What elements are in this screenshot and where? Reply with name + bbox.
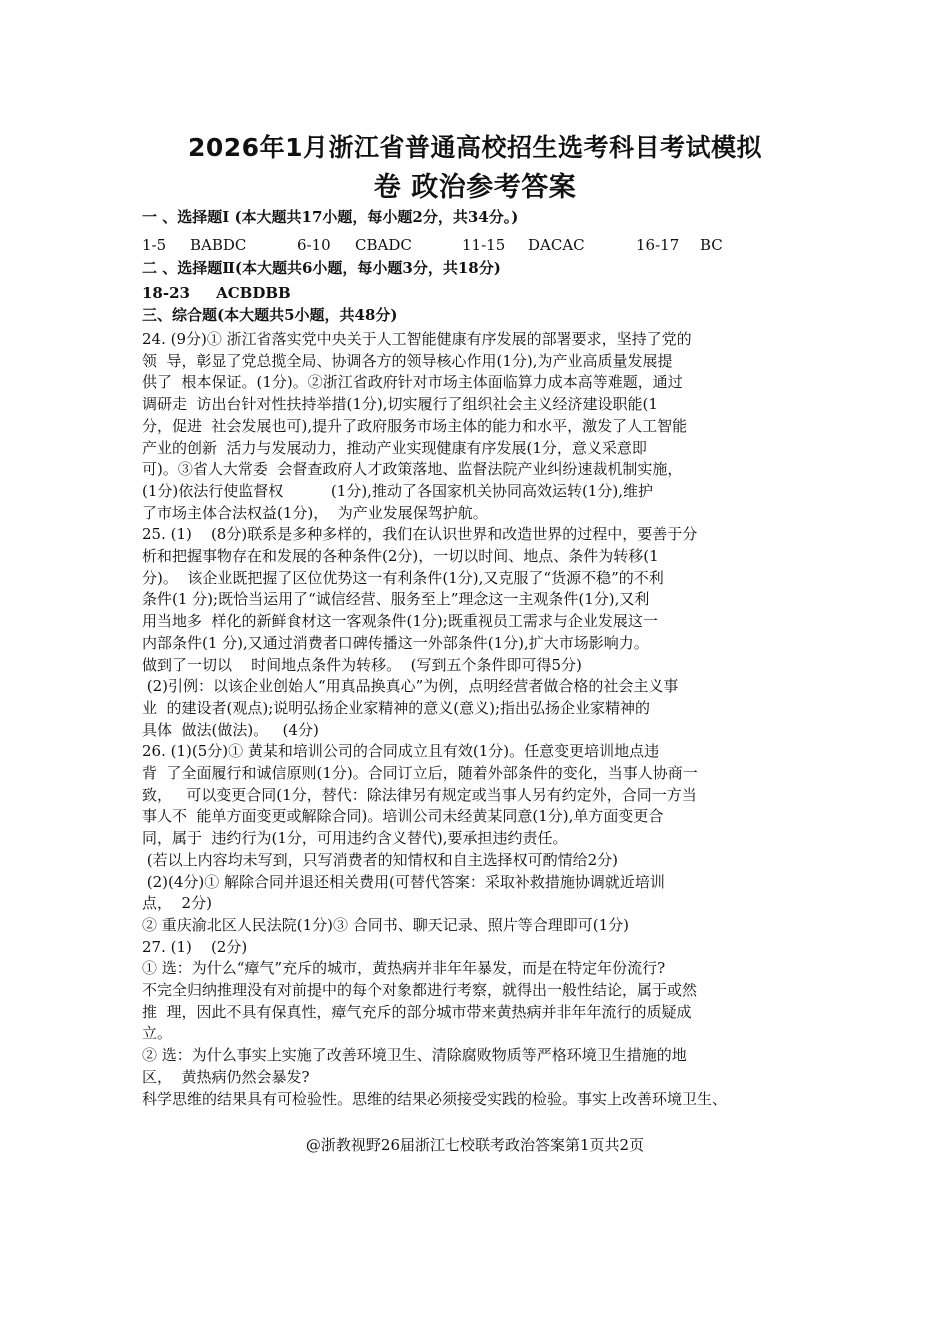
- answer-text-line: 了市场主体合法权益(1分)， 为产业发展保驾护航。: [142, 503, 488, 522]
- answer-text-line: (2)引例：以该企业创始人“用真品换真心”为例，点明经营者做合格的社会主义事: [142, 677, 679, 696]
- section2-answer: 18-23 ACBDBB: [142, 284, 291, 302]
- answer-text-line: 供了 根本保证。(1分)。②浙江省政府针对市场主体面临算力成本高等难题，通过: [142, 373, 683, 392]
- answer-text-line: 内部条件(1 分),又通过消费者口碑传播这一外部条件(1分),扩大市场影响力。: [142, 633, 649, 652]
- section1-heading: 一 、选择题Ⅰ (本大题共17小题，每小题2分，共34分。): [142, 208, 519, 226]
- section2-heading: 二 、选择题Ⅱ(本大题共6小题，每小题3分，共18分): [142, 259, 501, 277]
- answer-text-line: ② 重庆渝北区人民法院(1分)③ 合同书、聊天记录、照片等合理即可(1分): [142, 915, 630, 934]
- answer-text-line: 不完全归纳推理没有对前提中的每个对象都进行考察，就得出一般性结论，属于或然: [142, 981, 698, 999]
- answer-text-line: 事人不 能单方面变更或解除合同)。培训公司未经黄某同意(1分),单方面变更合: [142, 807, 664, 826]
- answer-letters: DACAC: [528, 236, 585, 254]
- document-title-line2: 卷 政治参考答案: [373, 172, 577, 203]
- answer-text-line: 背 了全面履行和诚信原则(1分)。合同订立后，随着外部条件的变化，当事人协商一: [142, 764, 698, 782]
- document-title-line1: 2026年1月浙江省普通高校招生选考科目考试模拟: [188, 133, 762, 162]
- answer-text-line: (2)(4分)① 解除合同并退还相关费用(可替代答案：采取补救措施协调就近培训: [142, 872, 665, 891]
- answer-text-line: 用当地多 样化的新鲜食材这一客观条件(1分);既重视员工需求与企业发展这一: [142, 612, 658, 631]
- answer-text-line: 26. (1)(5分)① 黄某和培训公司的合同成立且有效(1分)。任意变更培训地点违: [142, 742, 660, 761]
- page-footer: @浙教视野26届浙江七校联考政治答案第1页共2页: [305, 1136, 645, 1154]
- answer-text-line: (1分)依法行使监督权 (1分),推动了各国家机关协同高效运转(1分),维护: [142, 481, 653, 500]
- answer-letters: CBADC: [355, 236, 412, 254]
- answer-text-line: 27. (1) (2分): [142, 937, 248, 956]
- answer-text-line: 分，促进 社会发展也可),提升了政府服务市场主体的能力和水平，激发了人工智能: [142, 416, 688, 435]
- answer-text-line: 立。: [142, 1024, 173, 1043]
- answer-text-line: 析和把握事物存在和发展的各种条件(2分)，一切以时间、地点、条件为转移(1: [142, 547, 659, 565]
- answer-text-line: 同，属于 违约行为(1分，可用违约含义替代),要承担违约责任。: [142, 829, 568, 848]
- answer-text-line: 25. (1) (8分)联系是多种多样的，我们在认识世界和改造世界的过程中，要善于分: [142, 525, 698, 544]
- answer-text-line: 推 理，因此不具有保真性，瘴气充斥的部分城市带来黄热病并非年年流行的质疑成: [142, 1002, 692, 1021]
- answer-text-line: 点， 2分): [142, 894, 212, 913]
- answer-text-line: ② 选：为什么事实上实施了改善环境卫生、清除腐败物质等严格环境卫生措施的地: [142, 1046, 687, 1065]
- answer-range: 11-15: [462, 236, 506, 254]
- answer-letters: BABDC: [190, 236, 247, 254]
- section3-heading: 三、综合题(本大题共5小题，共48分): [142, 306, 398, 324]
- answer-text-line: 区， 黄热病仍然会暴发?: [142, 1067, 310, 1086]
- answer-text-line: 可)。③省人大常委 会督查政府人才政策落地、监督法院产业纠纷速裁机制实施，: [142, 460, 683, 479]
- answer-range: 1-5: [142, 236, 167, 254]
- answer-text-line: 产业的创新 活力与发展动力，推动产业实现健康有序发展(1分，意义采意即: [142, 438, 647, 457]
- answer-text-line: 领 导，彰显了党总揽全局、协调各方的领导核心作用(1分),为产业高质量发展提: [142, 351, 673, 370]
- answer-text-line: 24. (9分)① 浙江省落实党中央关于人工智能健康有序发展的部署要求，坚持了党的: [142, 330, 692, 348]
- answer-letters: BC: [700, 236, 723, 254]
- answer-text-line: 具体 做法(做法)。 (4分): [142, 720, 319, 739]
- answer-text-line: 科学思维的结果具有可检验性。思维的结果必须接受实践的检验。事实上改善环境卫生、: [142, 1089, 728, 1108]
- answer-text-line: 条件(1 分);既恰当运用了“诚信经营、服务至上”理念这一主观条件(1分),又利: [142, 590, 650, 609]
- answer-text-line: (若以上内容均未写到，只写消费者的知情权和自主选择权可酌情给2分): [142, 850, 619, 869]
- answer-text-line: ① 选：为什么“瘴气”充斥的城市，黄热病并非年年暴发，而是在特定年份流行?: [142, 959, 666, 978]
- answer-range: 6-10: [297, 236, 331, 254]
- answer-text-line: 分)。 该企业既把握了区位优势这一有利条件(1分),又克服了“货源不稳”的不利: [142, 568, 664, 587]
- answer-text-line: 业 的建设者(观点);说明弘扬企业家精神的意义(意义);指出弘扬企业家精神的: [142, 698, 651, 717]
- answer-range: 16-17: [636, 236, 680, 254]
- answer-text-line: 调研走 访出台针对性扶持举措(1分),切实履行了组织社会主义经济建设职能(1: [142, 395, 658, 414]
- answer-text-line: 做到了一切以 时间地点条件为转移。 (写到五个条件即可得5分): [142, 655, 582, 674]
- answer-text-line: 致， 可以变更合同(1分，替代：除法律另有规定或当事人另有约定外，合同一方当: [142, 785, 697, 804]
